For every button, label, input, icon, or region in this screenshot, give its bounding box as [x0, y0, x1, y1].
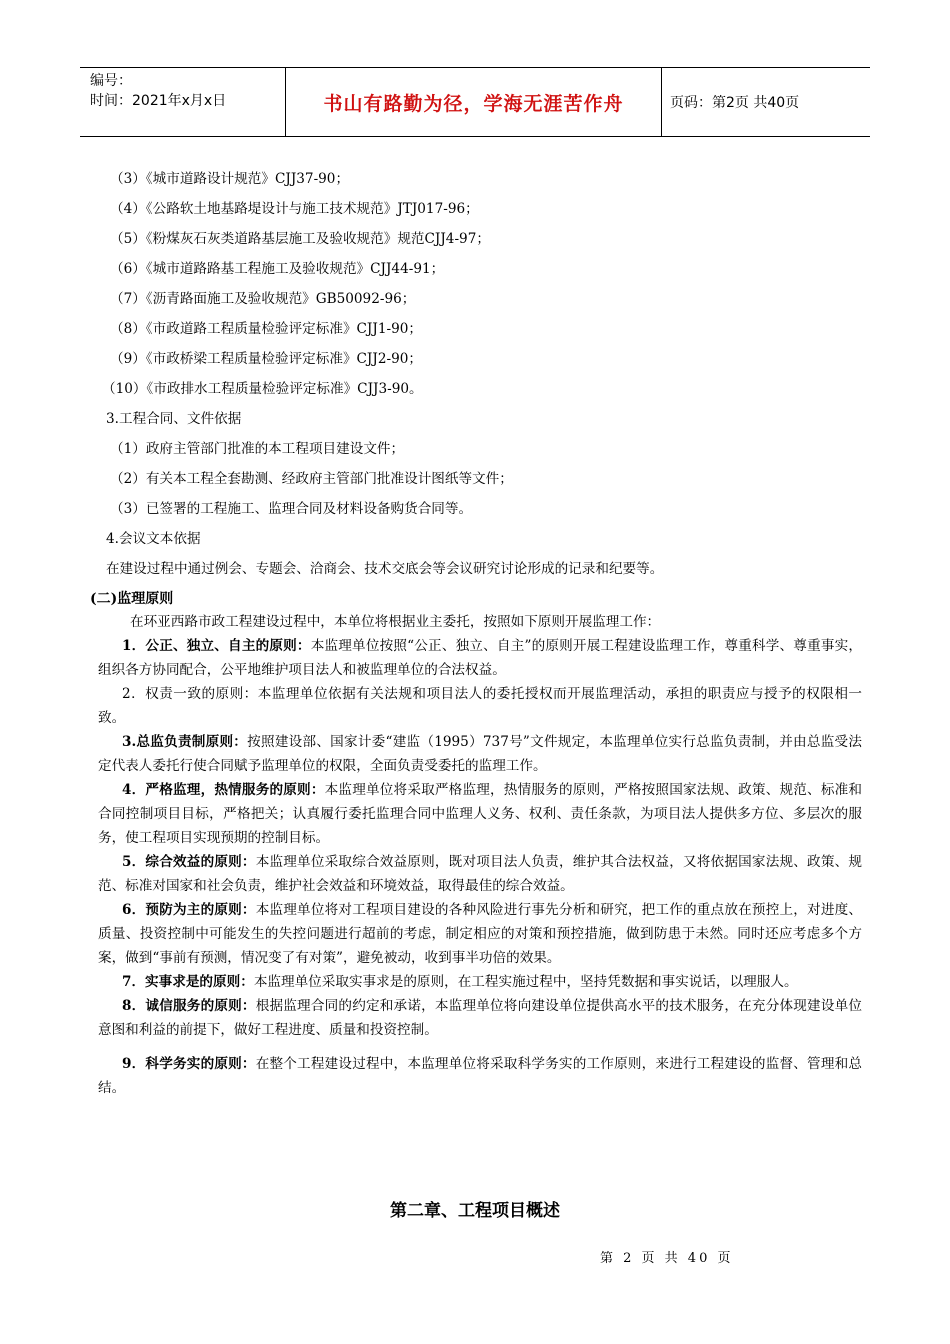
principle-text: 本监理单位采取实事求是的原则，在工程实施过程中，坚持凭数据和事实说话，以理服人。	[253, 974, 798, 990]
principle-text: 本监理单位将对工程项目建设的各种风险进行事先分析和研究，把工作的重点放在预控上，对进度、质量、投资控制中可能发生的失控问题进行超前的考虑，制定相应的对策和预控措施，做到防患于未然。同时还应考虑多个方案，做到“事前有预测，情况变了有对策”，避免被动，收到事半功倍的效果。	[98, 902, 862, 966]
principle-item	[80, 970, 870, 994]
principle-text: 本监理单位依据有关法规和项目法人的委托授权而开展监理活动，承担的职责应与授予的权限相一致。	[98, 686, 862, 726]
principle-item	[80, 994, 870, 1042]
principle-text: 根据监理合同的约定和承诺，本监理单位将向建设单位提供高水平的技术服务，在充分体现建设单位意图和利益的前提下，做好工程进度、质量和投资控制。	[98, 998, 862, 1038]
principle-text: 在整个工程建设过程中，本监理单位将采取科学务实的工作原则，来进行工程建设的监督、管理和总结。	[98, 1056, 862, 1096]
principle-item	[80, 898, 870, 970]
contract-item: （1）政府主管部门批准的本工程项目建设文件；	[110, 441, 405, 457]
standard-item: （3）《城市道路设计规范》CJJ37-90；	[110, 171, 350, 187]
standard-item: （7）《沥青路面施工及验收规范》GB50092-96；	[110, 291, 416, 307]
page-footer: 第 2 页 共 40 页	[600, 1251, 734, 1266]
principle-title: 3.总监负责制原则：	[122, 734, 248, 750]
principle-title: 7．实事求是的原则：	[122, 974, 254, 990]
page-header	[80, 67, 870, 137]
number-label: 编号：	[90, 73, 132, 89]
principle-title: 4．严格监理，热情服务的原则：	[122, 782, 325, 798]
meeting-heading: 4.会议文本依据	[106, 531, 201, 547]
chapter-title: 第二章、工程项目概述	[390, 1201, 560, 1221]
principle-text: 本监理单位将采取严格监理，热情服务的原则，严格按照国家法规、政策、规范、标准和合同控制项目目标，严格把关；认真履行委托监理合同中监理人义务、权利、责任条款，为项目法人提供多方位、多层次的服务，使工程项目实现预期的控制目标。	[98, 782, 862, 846]
principle-title: 5．综合效益的原则：	[122, 854, 256, 870]
principle-text: 按照建设部、国家计委“建监（1995）737号”文件规定，本监理单位实行总监负责制，并由总监受法定代表人委托行使合同赋予监理单位的权限，全面负责受委托的监理工作。	[98, 734, 862, 774]
principle-item	[80, 730, 870, 778]
principle-item	[80, 634, 870, 682]
standard-item: （6）《城市道路路基工程施工及验收规范》CJJ44-91；	[110, 261, 445, 277]
meeting-text: 在建设过程中通过例会、专题会、洽商会、技术交底会等会议研究讨论形成的记录和纪要等。	[106, 561, 664, 577]
principle-title: 2．权责一致的原则：	[122, 686, 258, 702]
principle-item	[80, 850, 870, 898]
contract-heading: 3.工程合同、文件依据	[106, 411, 242, 427]
standard-item: （10）《市政排水工程质量检验评定标准》CJJ3-90。	[102, 381, 423, 397]
header-meta	[90, 71, 226, 111]
principle-text: 本监理单位采取综合效益原则，既对项目法人负责，维护其合法权益，又将依据国家法规、政策、规范、标准对国家和社会负责，维护社会效益和环境效益，取得最佳的综合效益。	[98, 854, 862, 894]
document-body	[80, 168, 870, 1100]
principles-intro: 在环亚西路市政工程建设过程中，本单位将根据业主委托，按照如下原则开展监理工作：	[130, 614, 661, 630]
principle-title: 1．公正、独立、自主的原则：	[122, 638, 311, 654]
standard-item: （5）《粉煤灰石灰类道路基层施工及验收规范》规范CJJ4-97；	[110, 231, 490, 247]
header-page-info: 页码：第2页 共40页	[670, 95, 800, 111]
standard-item: （8）《市政道路工程质量检验评定标准》CJJ1-90；	[110, 321, 422, 337]
principle-title: 9．科学务实的原则：	[122, 1056, 256, 1072]
principles-heading: (二)监理原则	[90, 591, 174, 607]
standard-item: （4）《公路软土地基路堤设计与施工技术规范》JTJ017-96；	[110, 201, 479, 217]
principle-title: 6．预防为主的原则：	[122, 902, 256, 918]
contract-item: （2）有关本工程全套勘测、经政府主管部门批准设计图纸等文件；	[110, 471, 513, 487]
header-motto: 书山有路勤为径，学海无涯苦作舟	[285, 68, 662, 136]
principle-item	[80, 682, 870, 730]
standard-item: （9）《市政桥梁工程质量检验评定标准》CJJ2-90；	[110, 351, 422, 367]
principle-item	[80, 1052, 870, 1100]
contract-item: （3）已签署的工程施工、监理合同及材料设备购货合同等。	[110, 501, 473, 517]
time-label: 时间：2021年x月x日	[90, 93, 227, 109]
principle-item	[80, 778, 870, 850]
principle-text: 本监理单位按照“公正、独立、自主”的原则开展工程建设监理工作，尊重科学、尊重事实，组织各方协同配合，公平地维护项目法人和被监理单位的合法权益。	[98, 638, 862, 678]
principle-title: 8．诚信服务的原则：	[122, 998, 256, 1014]
